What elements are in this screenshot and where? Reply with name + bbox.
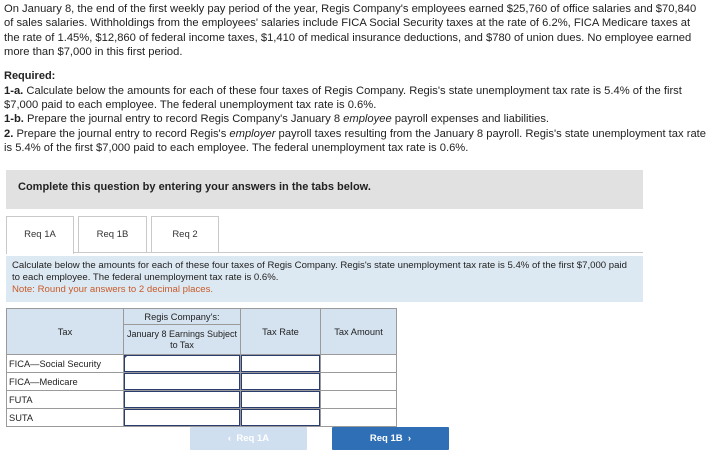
requirement-1a-label: 1-a. — [4, 85, 24, 97]
requirement-1b-text-post: payroll expenses and liabilities. — [391, 113, 550, 126]
tabs-area — [6, 216, 643, 456]
requirement-2-text-post: payroll taxes resulting from the January 8 payroll. Regis's state unemployment tax rate is 5.4% of the first $7,000 paid to each employee. The federal unemployment tax rate is 0.6%. — [4, 127, 706, 154]
instructions-banner — [6, 170, 643, 209]
tax-amount-input[interactable] — [321, 355, 396, 372]
requirement-2-emphasis: employer — [229, 127, 276, 140]
header-tax: Tax — [7, 309, 124, 355]
tax-rate-input[interactable] — [241, 355, 320, 372]
requirement-1b-emphasis: employee — [343, 113, 392, 126]
header-tax-rate: Tax Rate — [241, 309, 321, 355]
header-regis-company: Regis Company's: — [124, 309, 241, 325]
tax-rate-input[interactable] — [241, 373, 320, 390]
prev-tab-button[interactable] — [190, 427, 307, 450]
requirement-1a — [4, 84, 706, 112]
required-heading: Required: — [4, 70, 56, 82]
tax-name-cell: FICA—Social Security — [7, 355, 124, 373]
chevron-left-icon: ‹ — [227, 433, 232, 444]
tab-req-2[interactable]: Req 2 — [151, 216, 219, 252]
tab-req-1a[interactable]: Req 1A — [6, 216, 74, 254]
table-row — [7, 391, 397, 409]
instructions-banner-text: Complete this question by entering your answers in the tabs below. — [18, 181, 371, 193]
tab-divider — [6, 252, 643, 253]
tax-amount-input[interactable] — [321, 409, 396, 426]
tax-table — [6, 308, 397, 427]
tab-req-1b[interactable]: Req 1B — [78, 216, 147, 252]
tax-rate-input[interactable] — [241, 409, 320, 426]
next-tab-button[interactable] — [332, 427, 449, 450]
tax-amount-input[interactable] — [321, 391, 396, 408]
header-earnings: January 8 Earnings Subject to Tax — [124, 325, 241, 355]
rounding-note: Note: Round your answers to 2 decimal places. — [12, 284, 214, 296]
tax-name-cell: SUTA — [7, 409, 124, 427]
table-row — [7, 355, 397, 373]
tax-name-cell: FICA—Medicare — [7, 373, 124, 391]
requirement-2 — [4, 127, 706, 155]
requirements-list — [4, 84, 706, 155]
tax-name-cell: FUTA — [7, 391, 124, 409]
next-tab-label: Req 1B — [369, 433, 403, 444]
requirement-1b — [4, 112, 706, 126]
requirement-1b-label: 1-b. — [4, 113, 24, 126]
requirement-2-label: 2. — [4, 127, 14, 140]
earnings-input[interactable] — [124, 409, 240, 426]
earnings-input[interactable] — [124, 391, 240, 408]
problem-intro: On January 8, the end of the first weekly pay period of the year, Regis Company's employees earned $25,760 of office salaries and $70,840 of sales salaries. Withholdings from the employees' salaries include FICA Social Security taxes at the rate of 6.2%, FICA Medicare taxes at the rate of 1.45%, $12,860 of federal income taxes, $1,410 of medical insurance deductions, and $780 of union dues. No employee earned more than $7,000 in this first period. — [4, 3, 697, 58]
prev-tab-label: Req 1A — [236, 433, 270, 444]
requirement-1b-text-pre: Prepare the journal entry to record Regis Company's January 8 — [23, 113, 344, 126]
tax-amount-input[interactable] — [321, 373, 396, 390]
tab-prompt — [6, 256, 643, 302]
earnings-input[interactable] — [124, 355, 240, 372]
table-row — [7, 409, 397, 427]
requirement-2-text-pre: Prepare the journal entry to record Regis's — [13, 127, 230, 140]
header-tax-amount: Tax Amount — [321, 309, 397, 355]
tax-rate-input[interactable] — [241, 391, 320, 408]
tab-prompt-text: Calculate below the amounts for each of these four taxes of Regis Company. Regis's state unemployment tax rate is 5.4% of the first $7,000 paid to each employee. The federal unemployment tax rate is 0.6%. — [12, 260, 627, 284]
earnings-input[interactable] — [124, 373, 240, 390]
requirement-1a-text: Calculate below the amounts for each of these four taxes of Regis Company. Regis's state unemployment tax rate is 5.4% of the first $7,000 paid to each employee. The federal unemployment tax rate is 0.6%. — [4, 85, 682, 112]
table-row — [7, 373, 397, 391]
chevron-right-icon: › — [407, 433, 412, 444]
